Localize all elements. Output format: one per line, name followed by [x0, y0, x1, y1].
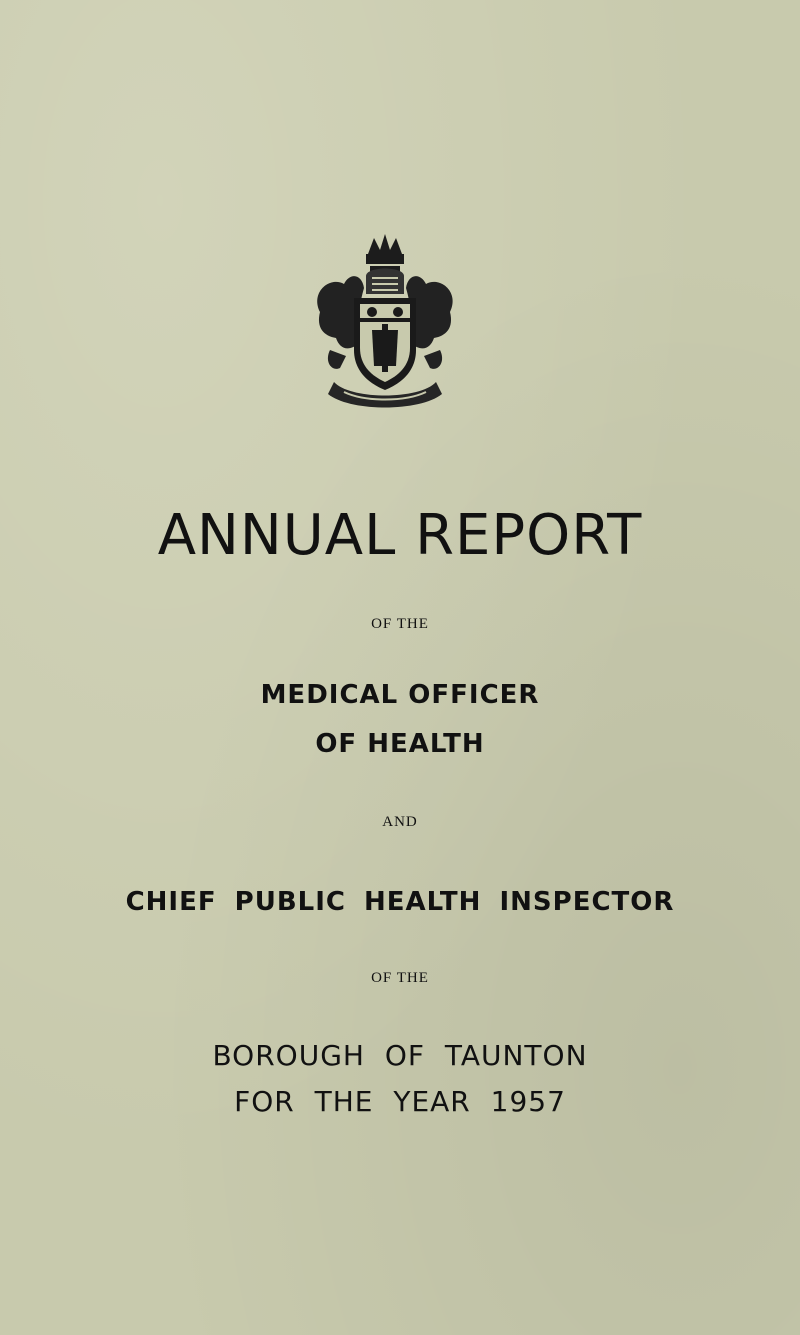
- borough-coat-of-arms-icon: [310, 232, 460, 410]
- report-title: ANNUAL REPORT: [157, 503, 643, 568]
- of-the-text: OF THE: [371, 616, 429, 632]
- and-text: AND: [382, 814, 418, 830]
- of-health-heading: OF HEALTH: [315, 729, 485, 759]
- of-the-text-2: OF THE: [371, 970, 429, 986]
- borough-name: BOROUGH OF TAUNTON: [212, 1039, 588, 1072]
- report-year: FOR THE YEAR 1957: [234, 1085, 566, 1118]
- medical-officer-heading: MEDICAL OFFICER: [260, 680, 540, 710]
- chief-inspector-heading: CHIEF PUBLIC HEALTH INSPECTOR: [125, 887, 675, 917]
